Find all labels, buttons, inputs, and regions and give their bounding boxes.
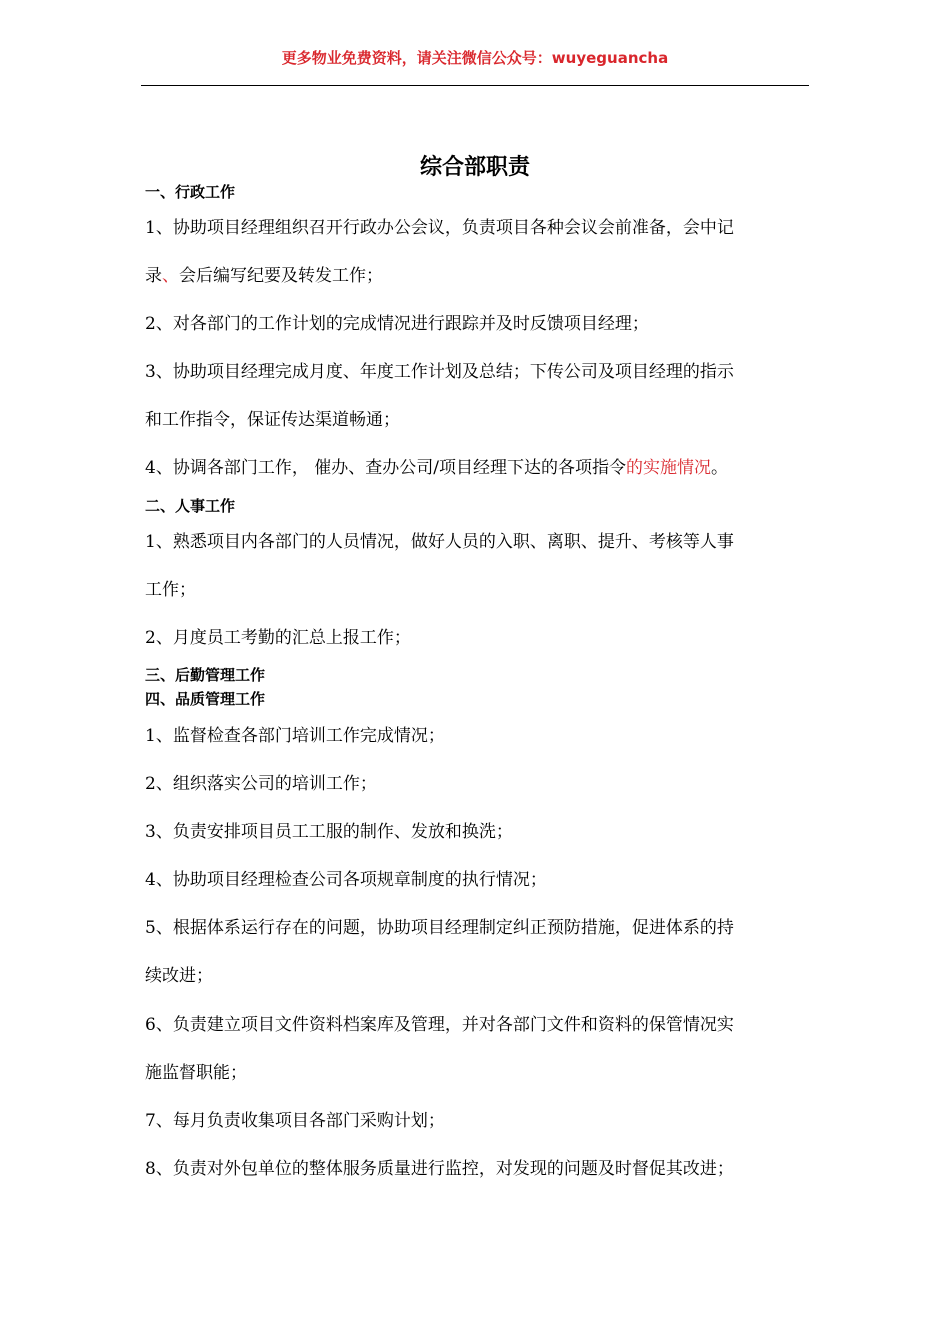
header-divider <box>141 85 809 86</box>
admin-item-2: 2、对各部门的工作计划的完成情况进行跟踪并及时反馈项目经理； <box>145 314 649 334</box>
admin-item-4-text-a: 4、协调各部门工作， 催办、查办公司/项目经理下达的各项指令 <box>145 458 626 478</box>
admin-item-4-text-c: 。 <box>710 458 728 478</box>
quality-item-6-line-1: 6、负责建立项目文件资料档案库及管理，并对各部门文件和资料的保管情况实 <box>145 1015 734 1035</box>
section-heading-hr: 二、人事工作 <box>145 497 236 515</box>
quality-item-1: 1、监督检查各部门培训工作完成情况； <box>145 726 445 746</box>
admin-item-4-red-text: 的实施情况 <box>625 458 711 478</box>
admin-item-4 <box>145 457 825 479</box>
section-heading-quality: 四、品质管理工作 <box>145 690 266 708</box>
quality-item-4: 4、协助项目经理检查公司各项规章制度的执行情况； <box>145 870 547 890</box>
admin-item-3-line-1: 3、协助项目经理完成月度、年度工作计划及总结；下传公司及项目经理的指示 <box>145 362 734 382</box>
admin-item-1-text-a: 录 <box>145 266 162 286</box>
quality-item-7: 7、每月负责收集项目各部门采购计划； <box>145 1111 445 1131</box>
admin-item-1-line-1: 1、协助项目经理组织召开行政办公会议，负责项目各种会议会前准备，会中记 <box>145 218 734 238</box>
hr-item-2: 2、月度员工考勤的汇总上报工作； <box>145 628 411 648</box>
promo-header-note: 更多物业免费资料，请关注微信公众号：wuyeguancha <box>281 49 669 67</box>
quality-item-2: 2、组织落实公司的培训工作； <box>145 774 377 794</box>
admin-item-1-text-c: 会后编写纪要及转发工作； <box>179 266 383 286</box>
section-heading-admin: 一、行政工作 <box>145 183 236 201</box>
quality-item-3: 3、负责安排项目员工工服的制作、发放和换洗； <box>145 822 513 842</box>
admin-item-1-line-2 <box>145 265 825 287</box>
quality-item-5-line-2: 续改进； <box>145 966 213 986</box>
admin-item-1-red-mark: 、 <box>162 266 179 286</box>
section-heading-logistics: 三、后勤管理工作 <box>145 666 266 684</box>
quality-item-8: 8、负责对外包单位的整体服务质量进行监控，对发现的问题及时督促其改进； <box>145 1159 734 1179</box>
admin-item-3-line-2: 和工作指令，保证传达渠道畅通； <box>145 410 400 430</box>
hr-item-1-line-1: 1、熟悉项目内各部门的人员情况，做好人员的入职、离职、提升、考核等人事 <box>145 532 734 552</box>
quality-item-5-line-1: 5、根据体系运行存在的问题，协助项目经理制定纠正预防措施，促进体系的持 <box>145 918 734 938</box>
quality-item-6-line-2: 施监督职能； <box>145 1063 247 1083</box>
document-title: 综合部职责 <box>419 155 530 180</box>
hr-item-1-line-2: 工作； <box>145 580 196 600</box>
